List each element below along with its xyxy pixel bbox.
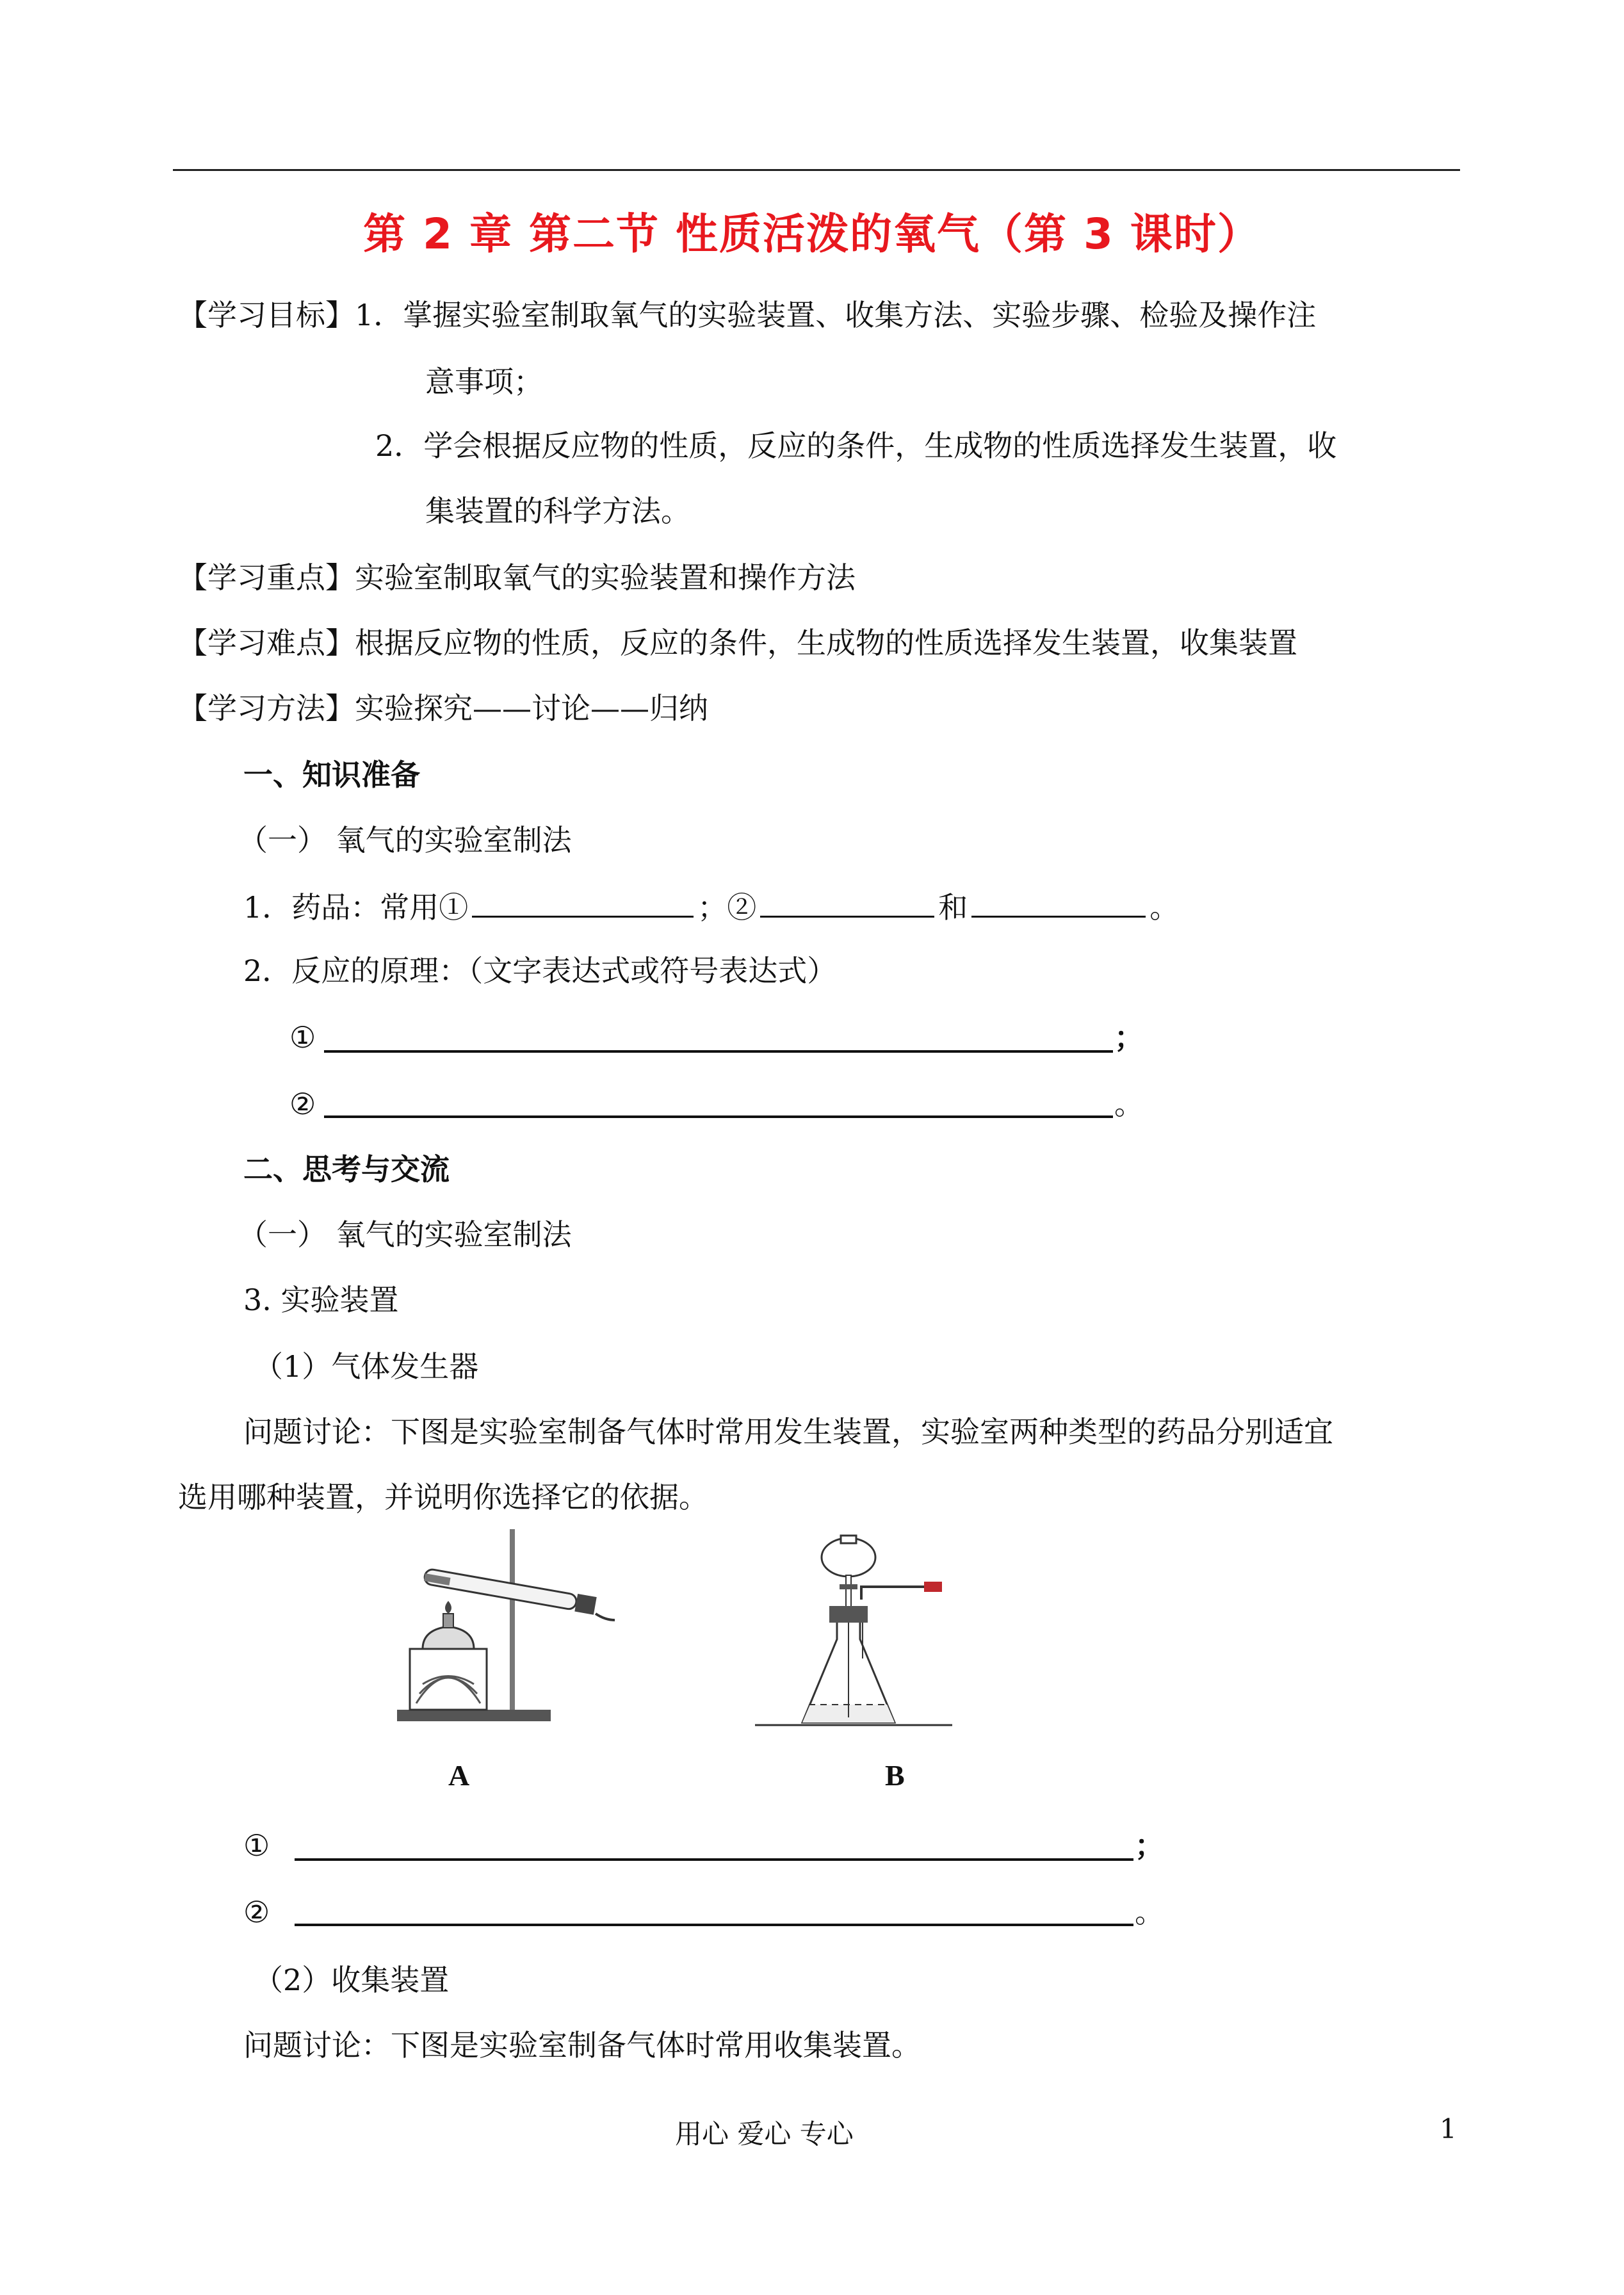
answer-1-end: ； — [1135, 1828, 1164, 1863]
principle-1-end: ； — [1114, 1020, 1144, 1055]
key-point: 【学习重点】实验室制取氧气的实验装置和操作方法 — [178, 560, 856, 595]
drugs-and: 和 — [938, 890, 968, 925]
apparatus-b-illustration — [752, 1530, 970, 1735]
objectives-label: 【学习目标】 — [178, 298, 355, 332]
objective-1-cont: 意事项； — [425, 364, 543, 399]
footer-motto: 用心 爱心 专心 — [675, 2118, 854, 2150]
difficulty: 【学习难点】根据反应物的性质，反应的条件，生成物的性质选择发生装置，收集装置 — [178, 626, 1297, 660]
principle-1-blank[interactable] — [324, 1050, 1113, 1053]
drugs-line — [243, 886, 1179, 927]
answer-2-end: 。 — [1135, 1895, 1164, 1929]
drug-blank-1[interactable] — [472, 886, 694, 918]
figure-b-label: B — [885, 1759, 905, 1792]
apparatus-a-illustration — [384, 1524, 615, 1729]
principle-2-mark: ② — [289, 1087, 316, 1121]
header-rule — [173, 169, 1460, 171]
answer-1-blank[interactable] — [295, 1858, 1133, 1861]
page-number: 1 — [1440, 2113, 1457, 2145]
drugs-end: 。 — [1149, 890, 1180, 925]
answer-2-mark: ② — [243, 1895, 270, 1929]
method: 【学习方法】实验探究——讨论——归纳 — [178, 691, 708, 726]
question-1-line2: 选用哪种装置，并说明你选择它的依据。 — [178, 1480, 708, 1514]
drug-blank-3[interactable] — [971, 886, 1146, 918]
objective-2: 2．学会根据反应物的性质，反应的条件，生成物的性质选择发生装置，收 — [375, 428, 1337, 463]
principle-1-mark: ① — [289, 1020, 316, 1055]
principle-2-end: 。 — [1114, 1087, 1144, 1121]
objectives-line1 — [178, 296, 1316, 334]
item-3: 3. 实验装置 — [243, 1283, 399, 1317]
section2-heading: 二、思考与交流 — [243, 1152, 450, 1187]
drugs-prefix: 1．药品：常用① — [243, 890, 469, 925]
collection-label: （2）收集装置 — [254, 1963, 450, 1997]
figure-a-label: A — [448, 1759, 470, 1792]
section1-sub: （一） 氧气的实验室制法 — [238, 823, 572, 857]
answer-1-mark: ① — [243, 1828, 270, 1863]
principle-2-blank[interactable] — [324, 1115, 1113, 1118]
section2-sub: （一） 氧气的实验室制法 — [238, 1217, 572, 1252]
objective-1: 1．掌握实验室制取氧气的实验装置、收集方法、实验步骤、检验及操作注 — [355, 298, 1317, 332]
principle-label: 2．反应的原理：（文字表达式或符号表达式） — [243, 953, 837, 988]
question-2: 问题讨论：下图是实验室制备气体时常用收集装置。 — [243, 2028, 921, 2063]
drug-blank-2[interactable] — [760, 886, 934, 918]
page-title: 第 2 章 第二节 性质活泼的氧气（第 3 课时） — [363, 209, 1261, 259]
answer-2-blank[interactable] — [295, 1924, 1133, 1926]
drugs-sep: ；② — [697, 890, 757, 925]
question-1-line1: 问题讨论：下图是实验室制备气体时常用发生装置，实验室两种类型的药品分别适宜 — [243, 1415, 1333, 1449]
objective-2-cont: 集装置的科学方法。 — [425, 494, 690, 528]
section1-heading: 一、知识准备 — [243, 758, 420, 792]
gas-generator-label: （1）气体发生器 — [254, 1349, 479, 1384]
